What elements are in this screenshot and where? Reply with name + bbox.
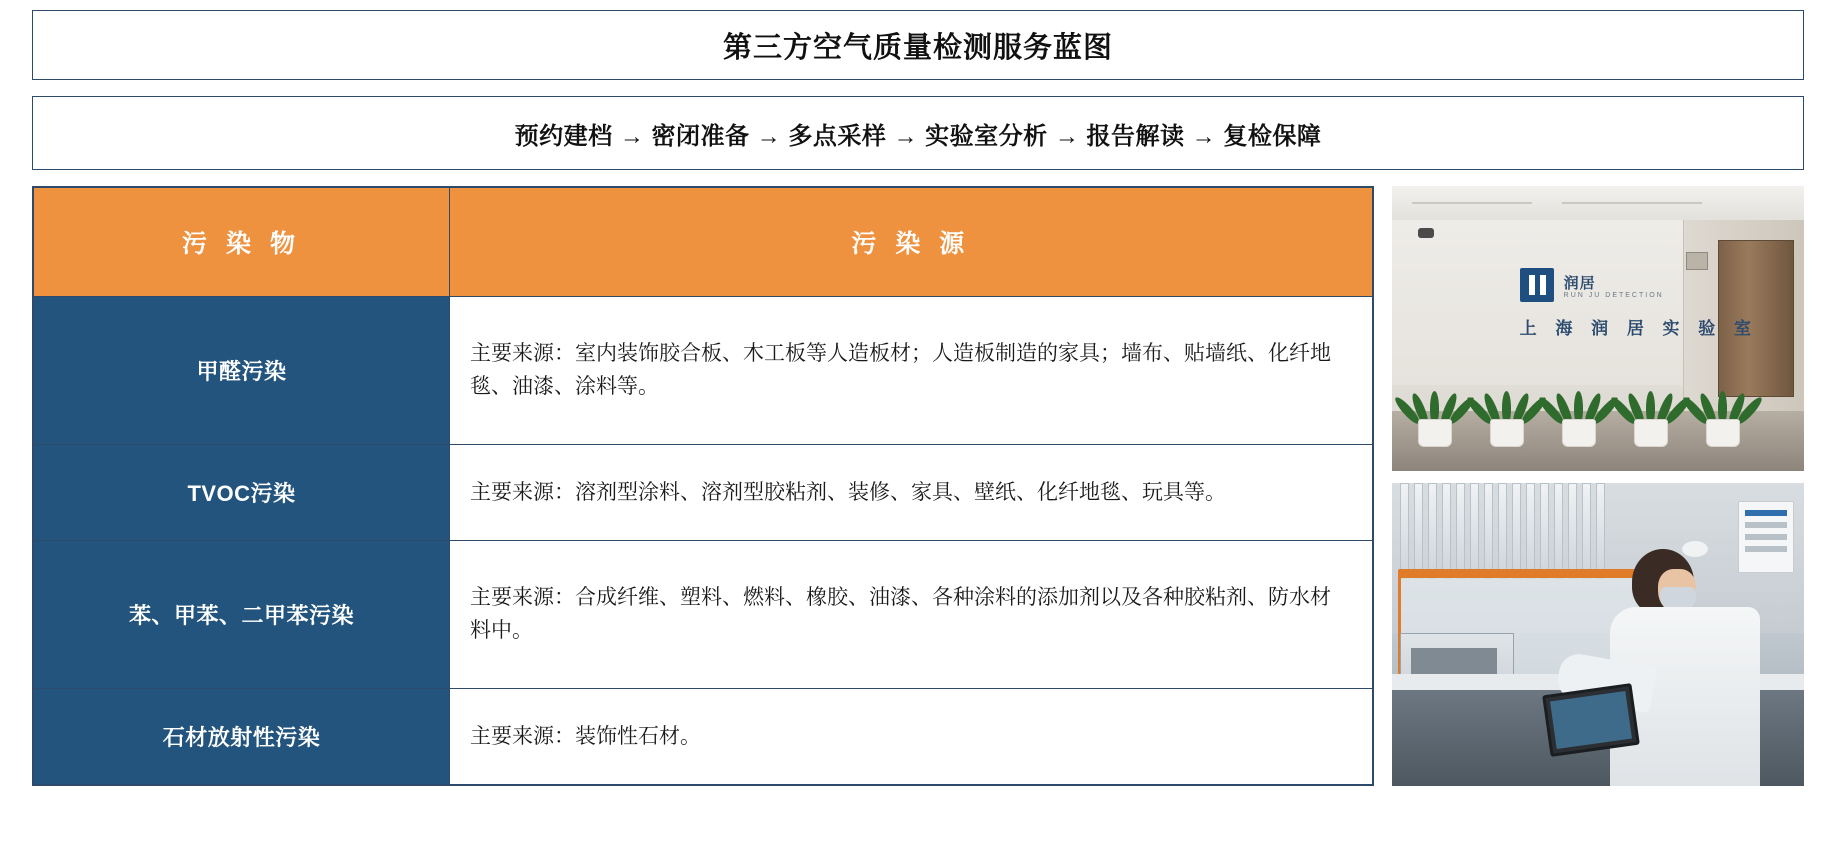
column-header-source: 污 染 源	[450, 188, 1373, 297]
pollutant-name: 苯、甲苯、二甲苯污染	[34, 540, 450, 688]
page-title-box	[32, 10, 1804, 80]
pollutant-name: 石材放射性污染	[34, 688, 450, 784]
main-content	[32, 186, 1804, 786]
plant-leaves	[1406, 347, 1462, 425]
pollutant-name: TVOC污染	[34, 444, 450, 540]
table-row	[34, 297, 1373, 445]
pollutant-source: 主要来源：合成纤维、塑料、燃料、橡胶、油漆、各种涂料的添加剂以及各种胶粘剂、防水材料中。	[450, 540, 1373, 688]
lab-technician-photo	[1392, 483, 1804, 786]
lab-name-text: 上 海 润 居 实 验 室	[1519, 319, 1758, 338]
potted-plant	[1550, 351, 1606, 447]
process-flow-text: 预约建档 → 密闭准备 → 多点采样 → 实验室分析 → 报告解读 → 复检保障	[514, 122, 1322, 150]
ceiling-line	[1412, 202, 1532, 204]
wall-poster	[1738, 501, 1794, 573]
pollutant-source: 主要来源：装饰性石材。	[450, 688, 1373, 784]
column-header-pollutant: 污 染 物	[34, 188, 450, 297]
potted-plant	[1478, 351, 1534, 447]
brand-logo-icon	[1520, 268, 1554, 302]
page-title: 第三方空气质量检测服务蓝图	[722, 31, 1113, 64]
lab-lobby-photo	[1392, 186, 1804, 471]
potted-plant	[1694, 351, 1750, 447]
plant-leaves	[1622, 347, 1678, 425]
potted-plant	[1622, 351, 1678, 447]
pollutants-table	[33, 187, 1373, 785]
table-row	[34, 540, 1373, 688]
plant-leaves	[1550, 347, 1606, 425]
plant-pot	[1706, 419, 1740, 447]
door-sign	[1686, 252, 1708, 270]
plant-pot	[1418, 419, 1452, 447]
photo-column	[1392, 186, 1804, 786]
table-row	[34, 444, 1373, 540]
lab-scene	[1392, 483, 1804, 786]
ceiling-line	[1562, 202, 1702, 204]
table-header-row	[34, 188, 1373, 297]
plant-leaves	[1478, 347, 1534, 425]
pollutants-table-wrapper	[32, 186, 1374, 786]
hair-tie	[1682, 541, 1708, 557]
potted-plant	[1406, 351, 1462, 447]
plant-pot	[1562, 419, 1596, 447]
lobby-scene	[1392, 186, 1804, 471]
process-flow-box	[32, 96, 1804, 170]
brand-name: 润居	[1563, 275, 1596, 292]
security-camera-icon	[1418, 228, 1434, 238]
plant-pot	[1634, 419, 1668, 447]
table-row	[34, 688, 1373, 784]
pollutant-source: 主要来源：溶剂型涂料、溶剂型胶粘剂、装修、家具、壁纸、化纤地毯、玩具等。	[450, 444, 1373, 540]
plant-leaves	[1694, 347, 1750, 425]
brand-subtitle: RUN JU DETECTION	[1563, 292, 1664, 299]
pollutant-source: 主要来源：室内装饰胶合板、木工板等人造板材；人造板制造的家具；墙布、贴墙纸、化纤地毯、油漆、涂料等。	[450, 297, 1373, 445]
pollutant-name: 甲醛污染	[34, 297, 450, 445]
tablet-device	[1542, 683, 1640, 757]
plant-pot	[1490, 419, 1524, 447]
